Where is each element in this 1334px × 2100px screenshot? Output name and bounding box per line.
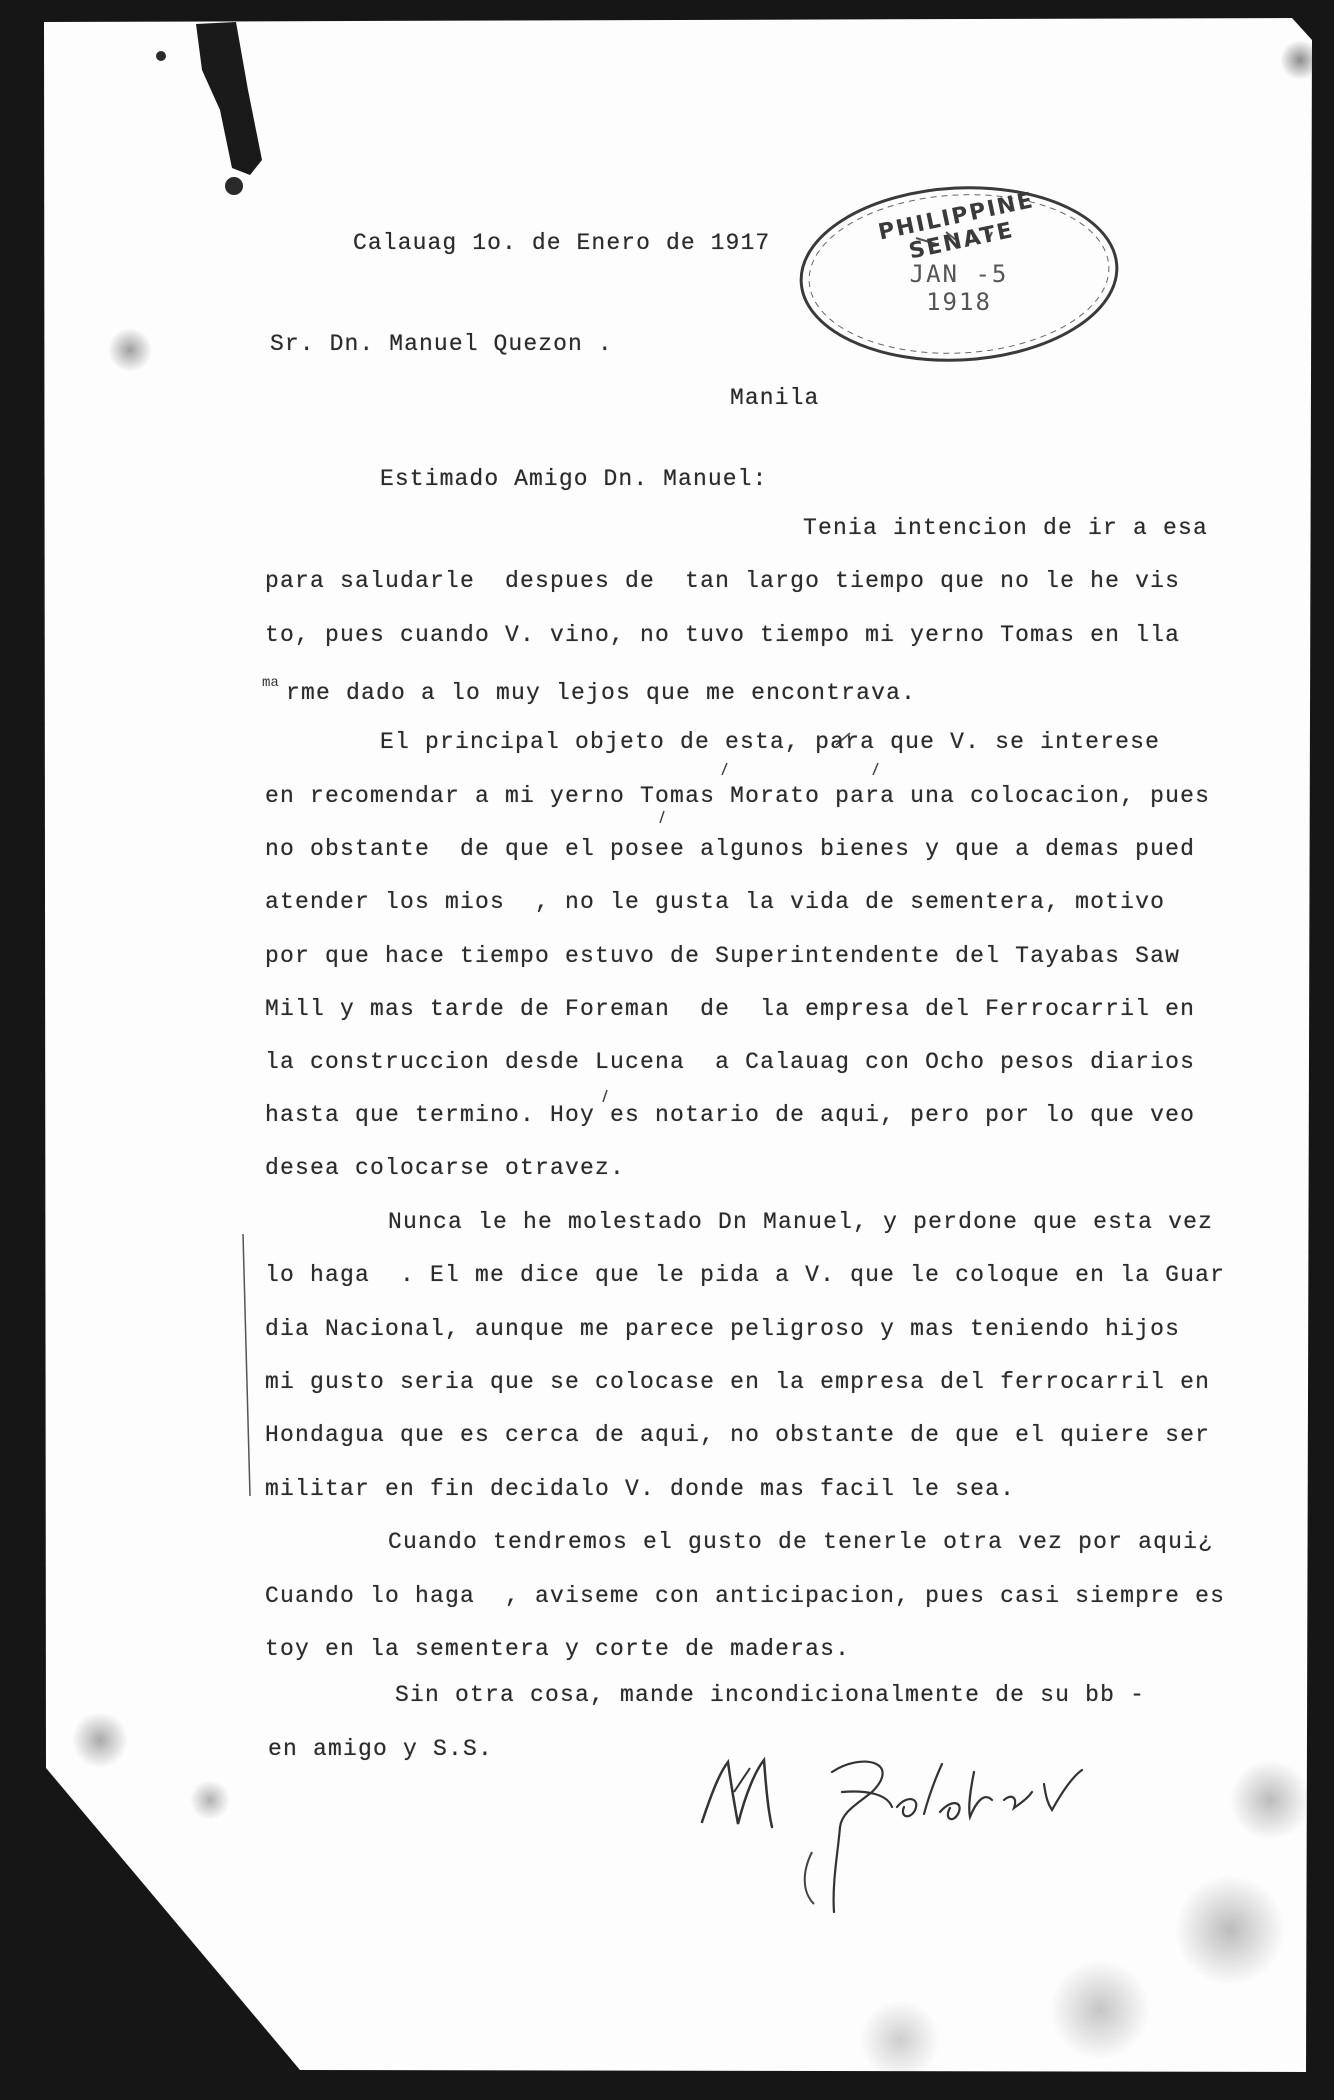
interlinear-note: ma [262,675,279,691]
paragraph-4-line: toy en la sementera y corte de maderas. [265,1636,851,1662]
paragraph-3-line: mi gusto seria que se colocase en la empresa del ferrocarril en [265,1369,1211,1395]
stamp-date: JAN -5 1918 [909,260,1009,316]
paragraph-4-line: Cuando tendremos el gusto de tenerle otra vez por aqui¿ [388,1529,1214,1555]
smudge [1280,40,1320,80]
paragraph-2-line: no obstante de que el posee algunos bienes y que a demas pued [265,836,1196,862]
stamp-top-text: PHILIPPINE SENATE [876,188,1037,265]
paragraph-1-line: Tenia intencion de ir a esa [803,515,1209,541]
paragraph-1-line: rme dado a lo muy lejos que me encontrava. [286,680,917,706]
paragraph-2-line: por que hace tiempo estuvo de Superintendente del Tayabas Saw [265,943,1181,969]
senate-received-stamp [796,182,1122,366]
smudge [190,1780,230,1820]
ink-spot [156,51,166,61]
handwritten-signature [692,1732,1142,1922]
city: Manila [730,385,820,411]
smudge [72,1712,128,1768]
paragraph-3-line: dia Nacional, aunque me parece peligroso y mas teniendo hijos [265,1316,1181,1342]
smudge [1230,1760,1310,1840]
paragraph-2-line: hasta que termino. Hoy es notario de aqui, pero por lo que veo [265,1102,1196,1128]
smudge [860,2000,940,2080]
addressee: Sr. Dn. Manuel Quezon . [270,331,613,357]
paragraph-2-line: desea colocarse otravez. [265,1155,626,1181]
paragraph-3-line: militar en fin decidalo V. donde mas facil le sea. [265,1476,1016,1502]
smudge [108,328,152,372]
smudge [1175,1875,1285,1985]
paragraph-2-line: en recomendar a mi yerno Tomas Morato para una colocacion, pues [265,783,1211,809]
closing-line: en amigo y S.S. [268,1736,494,1762]
paragraph-4-line: Cuando lo haga , aviseme con anticipacion, pues casi siempre es [265,1583,1226,1609]
paragraph-3-line: lo haga . El me dice que le pida a V. que le coloque en la Guar [265,1262,1226,1288]
paragraph-2-line: atender los mios , no le gusta la vida de sementera, motivo [265,889,1166,915]
paragraph-3-line: Nunca le he molestado Dn Manuel, y perdone que esta vez [388,1209,1214,1235]
paragraph-2-line: Mill y mas tarde de Foreman de la empresa del Ferrocarril en [265,996,1196,1022]
smudge [1050,1960,1150,2060]
salutation: Estimado Amigo Dn. Manuel: [380,466,768,492]
closing-line: Sin otra cosa, mande incondicionalmente de su bb - [395,1682,1146,1708]
paragraph-2-line: El principal objeto de esta, para que V. se interese [380,729,1161,755]
paragraph-1-line: to, pues cuando V. vino, no tuvo tiempo mi yerno Tomas en lla [265,622,1181,648]
paragraph-2-line: la construccion desde Lucena a Calauag con Ocho pesos diarios [265,1049,1196,1075]
paragraph-3-line: Hondagua que es cerca de aqui, no obstante de que el quiere ser [265,1422,1211,1448]
place-date: Calauag 1o. de Enero de 1917 [353,230,771,256]
paragraph-1-line: para saludarle despues de tan largo tiempo que no le he vis [265,568,1181,594]
ink-spot [225,177,243,195]
